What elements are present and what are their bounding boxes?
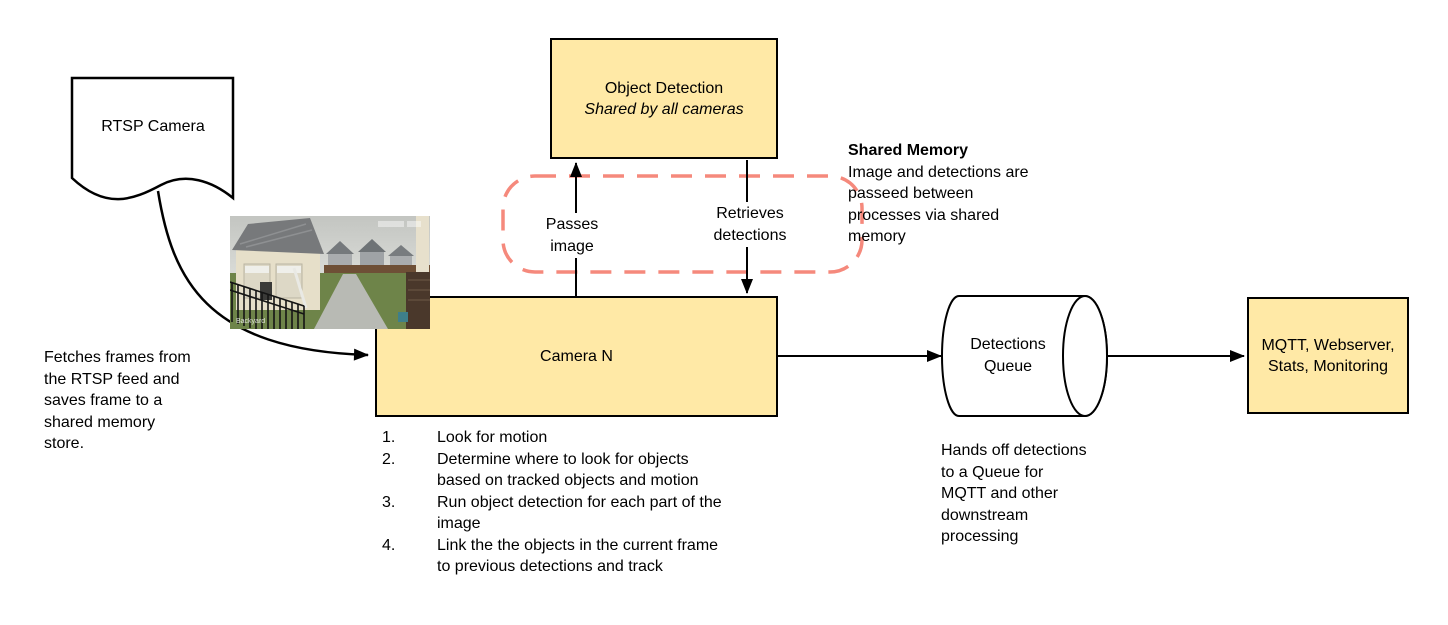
retrieves-detections-label: Retrieves detections [699, 202, 801, 247]
shared-memory-note-title: Shared Memory [848, 142, 969, 159]
camera-name-watermark: Backyard [236, 318, 266, 325]
camera-n-box [375, 296, 778, 417]
passes-image-label: Passes image [536, 213, 608, 258]
fetch-note: Fetches frames from the RTSP feed and saves frame to a shared memory store. [44, 349, 191, 452]
object-detection-subtitle: Shared by all cameras [584, 100, 744, 118]
shared-memory-note [848, 140, 1068, 248]
queue-note: Hands off detections to a Queue for MQTT and other downstream processing [941, 442, 1087, 545]
camera-n-label: Camera N [540, 348, 613, 365]
object-detection-title: Object Detection [604, 79, 724, 97]
mqtt-box [1247, 297, 1409, 414]
camera-feed-image [230, 216, 430, 329]
camera-step-3: 3. Run object detection for each part of the image [382, 493, 722, 532]
camera-step-2: 2. Determine where to look for objects based on tracked objects and motion [382, 450, 699, 489]
timestamp-overlay [378, 221, 421, 227]
rtsp-camera-shape [72, 78, 233, 199]
mqtt-label: MQTT, Webserver, Stats, Monitoring [1261, 336, 1395, 375]
object-detection-box [550, 38, 778, 159]
detections-queue-label: Detections Queue [970, 336, 1046, 375]
rtsp-camera-label: RTSP Camera [101, 118, 205, 135]
camera-step-1: 1. Look for motion [382, 429, 548, 446]
garage [232, 218, 324, 310]
camera-steps-list [382, 427, 782, 578]
shared-memory-note-body: Image and detections are passeed between processes via shared memory [848, 163, 1029, 245]
camera-step-4: 4. Link the the objects in the current frame to previous detections and track [382, 536, 719, 575]
